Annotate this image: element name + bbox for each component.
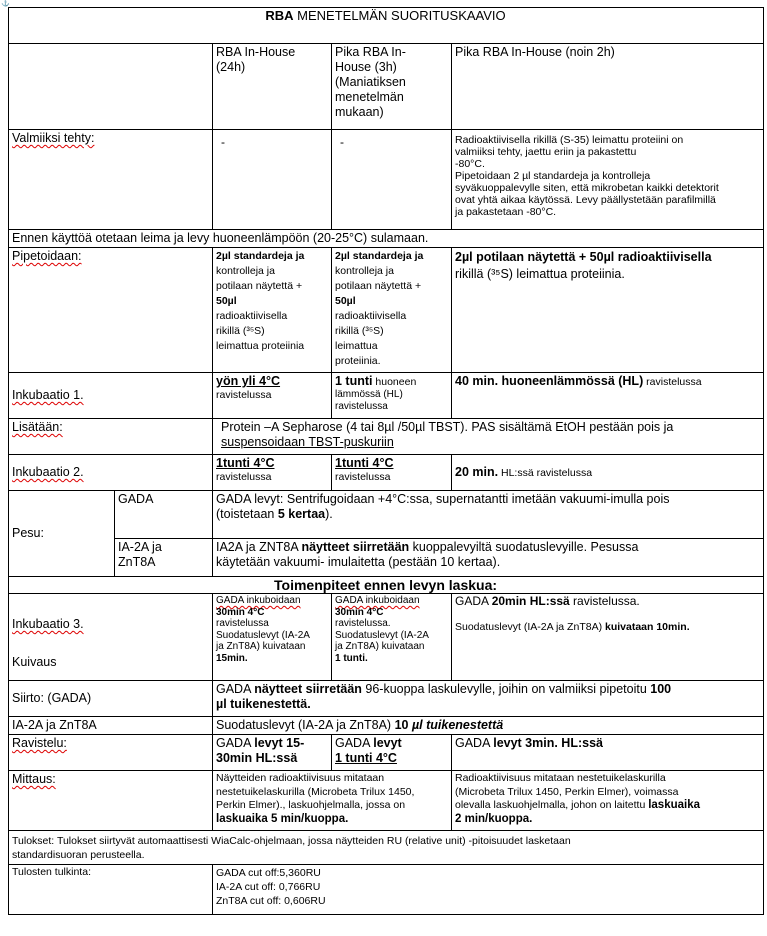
row-siirto: Siirto: (GADA) GADA näytteet siirretään 96-kuoppa laskulevylle, joihin on valmiiksi pipetoitu 100 µl tuikenestettä.: [9, 681, 764, 717]
row-tulkinta: Tulosten tulkinta: GADA cut off:5,360RU IA-2A cut off: 0,766RU ZnT8A cut off: 0,606RU: [9, 865, 764, 915]
row-pipetoidaan: Pipetoidaan: 2µl standardeja ja kontrolleja ja potilaan näytettä + 50µl radioaktiivisella rikillä (³⁵S) leimattua proteiinia 2µl standardeja ja kontrolleja ja potilaan näytettä + 50µl radioaktiivisella rikillä (³⁵S) leimattua proteiinia. 2µl potilaan näytettä + 50µl radioaktiivisella rikillä (³⁵S) leimattua proteiinia.: [9, 248, 764, 373]
row-mittaus: Mittaus: Näytteiden radioaktiivisuus mitataan nestetuikelaskurilla (Microbeta Trilux 1450, Perkin Elmer)., laskuohjelmalla, jossa on laskuaika 5 min/kuoppa. Radioaktiivisuus mitataan nestetuikelaskurilla (Microbeta Trilux 1450, Perkin Elmer), voimassa olevalla laskuohjelmalla, johon on laitettu laskuaika 2 min/kuoppa.: [9, 771, 764, 831]
row-valmiiksi: Valmiiksi tehty: - - Radioaktiivisella rikillä (S-35) leimattu proteiini on valmiiksi tehty, jaettu eriin ja pakastettu -80°C. Pipetoidaan 2 µl standardeja ja kontrolleja syväkuoppalevylle siten, että mikrobetan kaikki detektorit ovat yhtä aikaa käytössä. Levy päällystetään parafilmillä ja pakastetaan -80°C.: [9, 130, 764, 230]
mittaus-text-1: Näytteiden radioaktiivisuus mitataan nestetuikelaskurilla (Microbeta Trilux 1450, Perkin Elmer)., laskuohjelmalla, jossa on laskuaika 5 min/kuoppa.: [213, 771, 452, 831]
pesu-gada-text: GADA levyt: Sentrifugoidaan +4°C:ssa, supernatantti imetään vakuumi-imulla pois (toistetaan 5 kertaa).: [213, 491, 764, 539]
section-heading: Toimenpiteet ennen levyn laskua:: [9, 577, 764, 594]
tulkinta-values: GADA cut off:5,360RU IA-2A cut off: 0,766RU ZnT8A cut off: 0,606RU: [213, 865, 764, 915]
title-row: [9, 8, 764, 44]
pipetoidaan-col2: 2µl standardeja ja kontrolleja ja potilaan näytettä + 50µl radioaktiivisella rikillä (³⁵S) leimattua proteiinia.: [332, 248, 452, 373]
row-ravistelu: Ravistelu: GADA levyt 15- 30min HL:ssä GADA levyt 1 tunti 4°C GADA levyt 3min. HL:ssä: [9, 735, 764, 771]
pesu-ia-text: IA2A ja ZNT8A näytteet siirretään kuoppalevyiltä suodatuslevyille. Pesussa käytetään vakuumi- imulaitetta (pestään 10 kertaa).: [213, 539, 764, 577]
lisataan-text: Protein –A Sepharose (4 tai 8µl /50µl TBST). PAS sisältämä EtOH pestään pois ja suspensoidaan TBST-puskuriin: [213, 419, 764, 455]
header-col1: RBA In-House (24h): [213, 44, 332, 130]
tulokset-text: Tulokset: Tulokset siirtyvät automaattisesti WiaCalc-ohjelmaan, jossa näytteiden RU (relative unit) -pitoisuudet lasketaan standardisuoran perusteella.: [9, 831, 764, 865]
row-inkubaatio3: Inkubaatio 3. Kuivaus GADA inkuboidaan 30min 4°C ravistelussa Suodatuslevyt (IA-2A ja ZnT8A) kuivataan 15min. GADA inkuboidaan 30min 4°C ravistelussa. Suodatuslevyt (IA-2A ja ZnT8A) kuivataan 1 tunti. GADA 20min HL:ssä ravistelussa. Suodatuslevyt (IA-2A ja ZnT8A) kuivataan 10min.: [9, 594, 764, 681]
valmiiksi-text: Radioaktiivisella rikillä (S-35) leimattu proteiini on valmiiksi tehty, jaettu eriin ja pakastettu -80°C. Pipetoidaan 2 µl standardeja ja kontrolleja syväkuoppalevylle siten, että mikrobetan kaikki detektorit ovat yhtä aikaa käytössä. Levy päällystetään parafilmillä ja pakastetaan -80°C.: [452, 130, 764, 230]
row-inkubaatio1: Inkubaatio 1. yön yli 4°C ravistelussa 1 tunti huoneen lämmössä (HL) ravistelussa 40 min. huoneenlämmössä (HL) ravistelussa: [9, 373, 764, 419]
row-lisataan: Lisätään: Protein –A Sepharose (4 tai 8µl /50µl TBST). PAS sisältämä EtOH pestään pois ja suspensoidaan TBST-puskuriin: [9, 419, 764, 455]
header-col3: Pika RBA In-House (noin 2h): [452, 44, 764, 130]
row-ia2a: IA-2A ja ZnT8A Suodatuslevyt (IA-2A ja ZnT8A) 10 µl tuikenestettä: [9, 717, 764, 735]
row-pesu-gada: Pesu: GADA GADA levyt: Sentrifugoidaan +4°C:ssa, supernatantti imetään vakuumi-imulla pois (toistetaan 5 kertaa).: [9, 491, 764, 539]
mittaus-text-2: Radioaktiivisuus mitataan nestetuikelaskurilla (Microbeta Trilux 1450, Perkin Elmer), voimassa olevalla laskuohjelmalla, johon on laitettu laskuaika 2 min/kuoppa.: [452, 771, 764, 831]
ennen-text: Ennen käyttöä otetaan leima ja levy huoneenlämpöön (20-25°C) sulamaan.: [9, 230, 764, 248]
anchor-icon: ⚓: [1, 0, 10, 7]
pipetoidaan-col3: 2µl potilaan näytettä + 50µl radioaktiivisella rikillä (³⁵S) leimattua proteiinia.: [452, 248, 764, 373]
siirto-text: GADA näytteet siirretään 96-kuoppa laskulevylle, joihin on valmiiksi pipetoitu 100 µl tuikenestettä.: [213, 681, 764, 717]
row-pesu-ia: IA-2A ja ZnT8A IA2A ja ZNT8A näytteet siirretään kuoppalevyiltä suodatuslevyille. Pesussa käytetään vakuumi- imulaitetta (pestään 10 kertaa).: [9, 539, 764, 577]
row-label-valmiiksi: Valmiiksi tehty:: [9, 130, 213, 230]
row-tulokset: [9, 831, 764, 865]
pesu-label: Pesu:: [9, 491, 115, 577]
pipetoidaan-col1: 2µl standardeja ja kontrolleja ja potilaan näytettä + 50µl radioaktiivisella rikillä (³⁵S) leimattua proteiinia: [213, 248, 332, 373]
row-toimenpiteet: [9, 577, 764, 594]
header-col2: Pika RBA In- House (3h) (Maniatiksen menetelmän mukaan): [332, 44, 452, 130]
row-inkubaatio2: Inkubaatio 2. 1tunti 4°C ravistelussa 1tunti 4°C ravistelussa 20 min. HL:ssä ravistelussa: [9, 455, 764, 491]
page-title: RBA MENETELMÄN SUORITUSKAAVIO: [9, 8, 764, 44]
procedure-table: [8, 7, 764, 915]
row-ennen: [9, 230, 764, 248]
header-row: [9, 44, 764, 130]
